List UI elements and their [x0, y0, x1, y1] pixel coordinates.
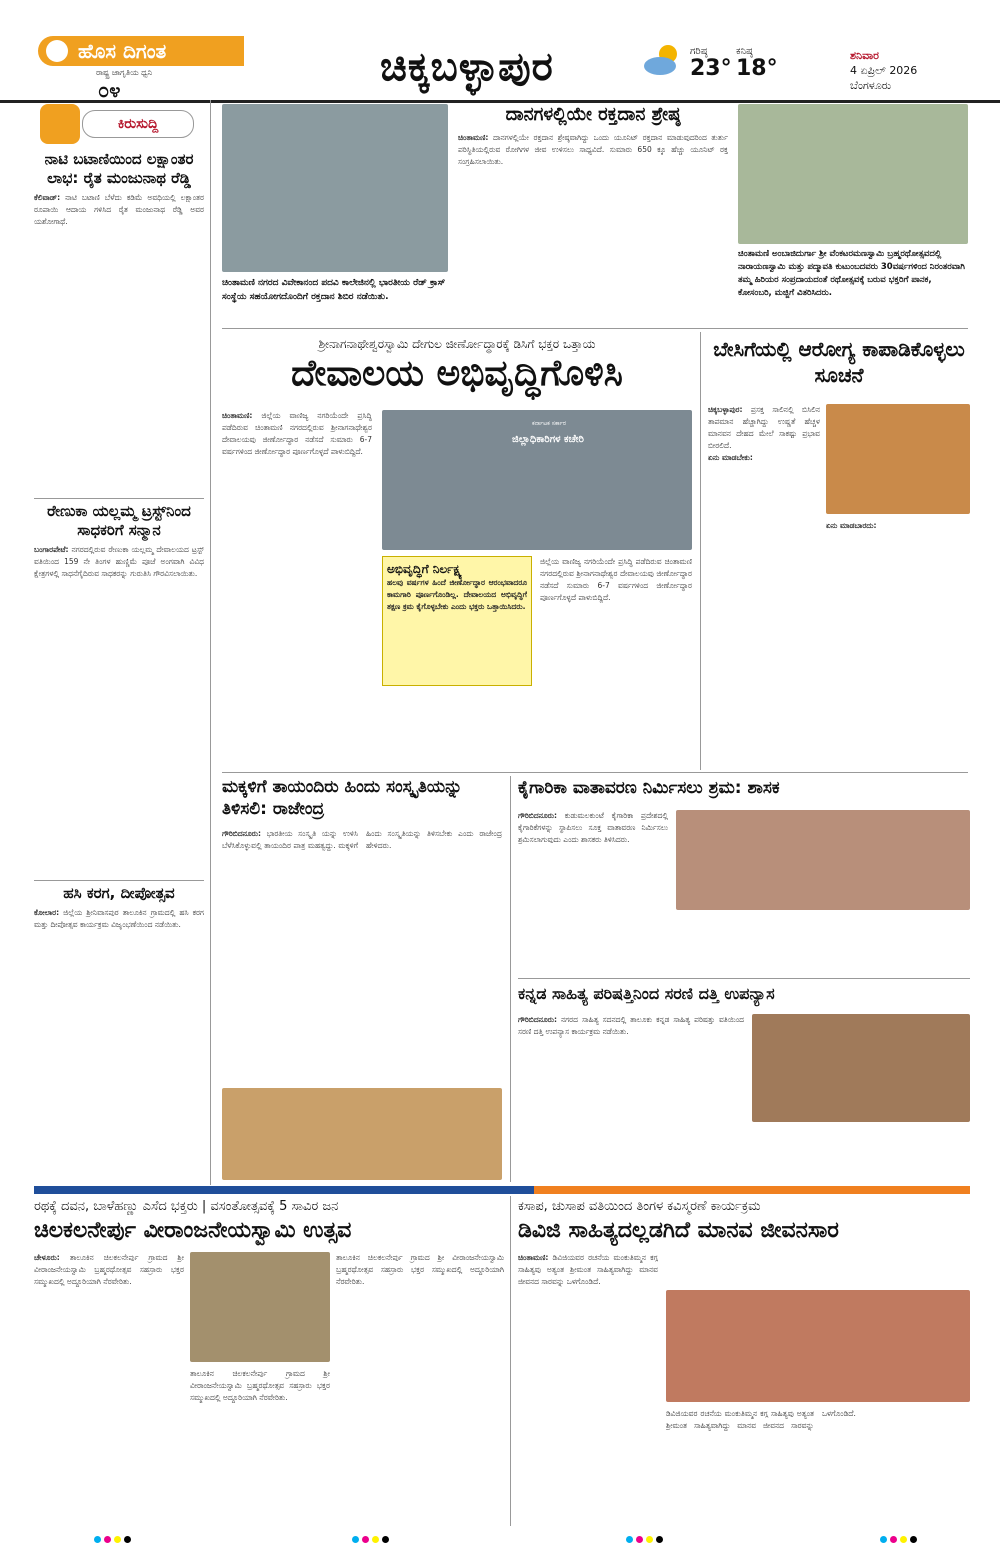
brand-emblem-icon	[46, 40, 68, 62]
chilakalanerpu-story[interactable]	[34, 1198, 504, 1246]
lecture-photo	[752, 1014, 970, 1122]
culture-story-body: ಗೌರಿಬಿದನೂರು: ಭಾರತೀಯ ಸಂಸ್ಕೃತಿ ಯನ್ನು ಉಳಿಸಿ ಬೆಳೆಸಿಕೊಳ್ಳುವಲ್ಲಿ ತಾಯಂದಿರ ಪಾತ್ರ ಮಹತ್ವದ್ದು. ಮಕ್ಕಳಿಗೆ ಹಿಂದು ಸಂಸ್ಕೃತಿಯನ್ನು ತಿಳಿಸಬೇಕು ಎಂದು ರಾಜೇಂದ್ರ ಹೇಳಿದರು.	[222, 829, 502, 850]
industry-ribbon-photo	[676, 810, 970, 910]
registration-marks	[94, 1528, 134, 1547]
industry-story-body: ಗೌರಿಬಿದನೂರು: ಕುಡುಮಲಕುಂಟೆ ಕೈಗಾರಿಕಾ ಪ್ರದೇಶದಲ್ಲಿ ಕೈಗಾರಿಕೆಗಳನ್ನು ಸ್ಥಾಪಿಸಲು ಸೂಕ್ತ ವಾತಾವರಣ ನಿರ್ಮಿಸಲು ಶ್ರಮಿಸಲಾಗುವುದು ಎಂದು ಶಾಸಕರು ತಿಳಿಸಿದರು.	[518, 811, 668, 844]
temple-story-title: ದೇವಾಲಯ ಅಭಿವೃದ್ಧಿಗೊಳಿಸಿ	[291, 353, 623, 394]
temple-meeting-photo	[382, 410, 692, 550]
temp-max: 23°	[690, 56, 732, 81]
blood-donation-photo	[222, 104, 448, 272]
sidebar-item[interactable]	[34, 502, 204, 844]
blood-story[interactable]	[458, 104, 728, 322]
brand-name: ಹೊಸ ದಿಗಂತ	[38, 36, 244, 66]
divider	[222, 772, 968, 773]
kasapa-lecture-body: ಗೌರಿಬಿದನೂರು: ನಗರದ ಸಾಹಿತ್ಯ ಸದನದಲ್ಲಿ ತಾಲೂಕು ಕನ್ನಡ ಸಾಹಿತ್ಯ ಪರಿಷತ್ತು ವತಿಯಿಂದ ಸರಣಿ ದತ್ತಿ ಉಪನ್ಯಾಸ ಕಾರ್ಯಕ್ರಮ ನಡೆಯಿತು.	[518, 1015, 744, 1036]
chilakalanerpu-title: ಚಿಲಕಲನೇರ್ಪು ವೀರಾಂಜನೇಯಸ್ವಾಮಿ ಉತ್ಸವ	[34, 1218, 352, 1243]
date-label: 4 ಏಪ್ರಿಲ್ 2026	[850, 64, 918, 77]
health-story-body: ಚಿಕ್ಕಬಳ್ಳಾಪುರ: ಪ್ರಸಕ್ತ ಸಾಲಿನಲ್ಲಿ ಬಿಸಿಲಿನ ತಾಪಮಾನ ಹೆಚ್ಚಾಗಿದ್ದು ಉಷ್ಣತೆ ಹೆಚ್ಚಳ ಮಾನವನ ದೇಹದ ಮೇಲೆ ಸಾಕಷ್ಟು ಪ್ರಭಾವ ಬೀರಲಿದೆ. ಏನು ಮಾಡಬೇಕು:	[708, 405, 820, 462]
industry-story[interactable]	[518, 776, 970, 800]
chilakalanerpu-body-cont2: ತಾಲೂಕಿನ ಚಿಲಕಲನೇರ್ಪು ಗ್ರಾಮದ ಶ್ರೀ ವೀರಾಂಜನೇಯಸ್ವಾಮಿ ಬ್ರಹ್ಮರಥೋತ್ಸವ ಸಹಸ್ರಾರು ಭಕ್ತರ ಸಮ್ಮುಖದಲ್ಲಿ ಅದ್ದೂರಿಯಾಗಿ ನೆರವೇರಿತು.	[336, 1253, 504, 1286]
kiru-suddi-hand-icon	[40, 104, 80, 144]
temple-story-kicker: ಶ್ರೀನಾಗನಾಥೇಶ್ವರಸ್ವಾಮಿ ದೇಗುಲ ಜೀರ್ಣೋದ್ಧಾರಕ್ಕೆ ಡಿಸಿಗೆ ಭಕ್ತರ ಒತ್ತಾಯ	[318, 337, 596, 351]
brand-tagline: ರಾಷ್ಟ್ರ ಜಾಗೃತಿಯ ಧ್ವನಿ	[96, 68, 153, 77]
photo-banner: ಜಿಲ್ಲಾಧಿಕಾರಿಗಳ ಕಚೇರಿ	[512, 434, 584, 445]
culture-story[interactable]	[222, 776, 502, 820]
city-title: ಚಿಕ್ಕಬಳ್ಳಾಪುರ	[380, 44, 554, 90]
temple-story[interactable]	[222, 336, 692, 396]
chilakalanerpu-kicker: ರಥಕ್ಕೆ ದವನ, ಬಾಳೆಹಣ್ಣು ಎಸೆದ ಭಕ್ತರು | ವಸಂತೋತ್ಸವಕ್ಕೆ 5 ಸಾವಿರ ಜನ	[34, 1199, 339, 1214]
kiru-suddi-label: ಕಿರುಸುದ್ದಿ	[82, 110, 194, 138]
photo-banner-sub: ಕರ್ನಾಟಕ ಸರ್ಕಾರ	[532, 420, 567, 427]
temple-story-body: ಚಿಂತಾಮಣಿ: ಜಿಲ್ಲೆಯ ವಾಣಿಜ್ಯ ನಗರಿಯೆಂದೇ ಪ್ರಸಿದ್ಧಿ ಪಡೆದಿರುವ ಚಿಂತಾಮಣಿ ನಗರದಲ್ಲಿರುವ ಶ್ರೀನಾಗನಾಥೇಶ್ವರ ದೇವಾಲಯವು ಜೀರ್ಣೋದ್ಧಾರ ನಡೆಸದೆ ಸುಮಾರು 6-7 ವರ್ಷಗಳಿಂದ ಜೀರ್ಣೋದ್ಧಾರ ಪೂರ್ಣಗೊಳ್ಳದೆ ಪಾಳುಬಿದ್ದಿದೆ.	[222, 411, 372, 456]
chilakalanerpu-body: ಚೇಳೂರು: ತಾಲೂಕಿನ ಚಿಲಕಲನೇರ್ಪು ಗ್ರಾಮದ ಶ್ರೀ ವೀರಾಂಜನೇಯಸ್ವಾಮಿ ಬ್ರಹ್ಮರಥೋತ್ಸವ ಸಹಸ್ರಾರು ಭಕ್ತರ ಸಮ್ಮುಖದಲ್ಲಿ ಅದ್ದೂರಿಯಾಗಿ ನೆರವೇರಿತು.	[34, 1253, 184, 1286]
masthead	[0, 0, 1000, 103]
dvg-title: ಡಿವಿಜಿ ಸಾಹಿತ್ಯದಲ್ಲಡಗಿದೆ ಮಾನವ ಜೀವನಸಾರ	[518, 1218, 839, 1243]
brand-logo-block[interactable]	[38, 36, 244, 102]
dvg-body-cont: ಡಿವಿಜಿಯವರ ರಚನೆಯ ಮಂಕುತಿಮ್ಮನ ಕಗ್ಗ ಸಾಹಿತ್ಯವು ಅತ್ಯಂತ ಶ್ರೀಮಂತ ಸಾಹಿತ್ಯವಾಗಿದ್ದು ಮಾನವ ಜೀವನದ ಸಾರವನ್ನು ಒಳಗೊಂಡಿದೆ.	[666, 1409, 856, 1430]
kasapa-lecture-title: ಕನ್ನಡ ಸಾಹಿತ್ಯ ಪರಿಷತ್ತಿನಿಂದ ಸರಣಿ ದತ್ತಿ ಉಪನ್ಯಾಸ	[518, 984, 775, 1003]
chariot-photo	[190, 1252, 330, 1362]
culture-event-photo	[222, 1088, 502, 1180]
section-strip-blue	[34, 1186, 534, 1194]
temple-story-body-cont: ಜಿಲ್ಲೆಯ ವಾಣಿಜ್ಯ ನಗರಿಯೆಂದೇ ಪ್ರಸಿದ್ಧಿ ಪಡೆದಿರುವ ಚಿಂತಾಮಣಿ ನಗರದಲ್ಲಿರುವ ಶ್ರೀನಾಗನಾಥೇಶ್ವರ ದೇವಾಲಯವು ಜೀರ್ಣೋದ್ಧಾರ ನಡೆಸದೆ ಸುಮಾರು 6-7 ವರ್ಷಗಳಿಂದ ಜೀರ್ಣೋದ್ಧಾರ ಪೂರ್ಣಗೊಳ್ಳದೆ ಪಾಳುಬಿದ್ದಿದೆ.	[540, 557, 692, 602]
blood-story-title: ದಾನಗಳಲ್ಲಿಯೇ ರಕ್ತದಾನ ಶ್ರೇಷ್ಠ	[505, 104, 681, 125]
kasapa-lecture-story[interactable]	[518, 982, 970, 1006]
registration-marks	[626, 1528, 666, 1547]
divider	[222, 328, 968, 329]
column-rule	[510, 776, 511, 1182]
registration-marks	[352, 1528, 392, 1547]
sidebar-item-body: ಕೆಲಿವಾಡ್: ನಾಟಿ ಬಟಾಣಿ ಬೆಳೆದು ಕಡಿಮೆ ಅವಧಿಯಲ್ಲಿ ಲಕ್ಷಾಂತರ ರೂಪಾಯಿ ಆದಾಯ ಗಳಿಸಿದ ರೈತ ಮಂಜುನಾಥ ರೆಡ್ಡಿ ಅವರ ಯಶೋಗಾಥೆ.	[34, 193, 204, 226]
dvg-kicker: ಕಸಾಪ, ಚುಸಾಪ ವತಿಯಿಂದ ತಿಂಗಳ ಕವಿಸ್ಮರಣೆ ಕಾರ್ಯಕ್ರಮ	[518, 1199, 761, 1214]
temp-min: 18°	[736, 56, 778, 81]
blood-donation-caption: ಚಿಂತಾಮಣಿ ನಗರದ ವಿವೇಕಾನಂದ ಪದವಿ ಕಾಲೇಜಿನಲ್ಲಿ ಭಾರತೀಯ ರೆಡ್ ಕ್ರಾಸ್ ಸಂಸ್ಥೆಯ ಸಹಯೋಗದೊಂದಿಗೆ ರಕ್ತದಾನ ಶಿಬಿರ ನಡೆಯಿತು.	[222, 278, 446, 302]
temp-min-label: ಕನಿಷ್ಠ	[736, 46, 753, 57]
sidebar-item-title: ನಾಟಿ ಬಟಾಣಿಯಿಂದ ಲಕ್ಷಾಂತರ ಲಾಭ: ರೈತ ಮಂಜುನಾಥ ರೆಡ್ಡಿ	[44, 150, 194, 187]
dvg-body: ಚಿಂತಾಮಣಿ: ಡಿವಿಜಿಯವರ ರಚನೆಯ ಮಂಕುತಿಮ್ಮನ ಕಗ್ಗ ಸಾಹಿತ್ಯವು ಅತ್ಯಂತ ಶ್ರೀಮಂತ ಸಾಹಿತ್ಯವಾಗಿದ್ದು ಮಾನವ ಜೀವನದ ಸಾರವನ್ನು ಒಳಗೊಂಡಿದೆ.	[518, 1253, 658, 1286]
divider	[518, 978, 970, 979]
dvg-event-photo	[666, 1290, 970, 1402]
place-label: ಬೆಂಗಳೂರು	[850, 79, 892, 92]
sidebar-item[interactable]	[34, 150, 204, 442]
health-story-body-cont: ಏನು ಮಾಡಬಾರದು:	[826, 521, 877, 530]
date-block	[850, 48, 917, 93]
divider	[34, 498, 204, 499]
partly-cloudy-icon	[640, 40, 688, 80]
sidebar-item-body: ಬಂಗಾರಪೇಟೆ: ನಗರದಲ್ಲಿರುವ ರೇಣುಕಾ ಯಲ್ಲಮ್ಮ ದೇವಾಲಯದ ಟ್ರಸ್ಟ್ ವತಿಯಿಂದ 159 ನೇ ತಿಂಗಳ ಹುಣ್ಣಿಮೆ ಪೂಜೆ ಅಂಗವಾಗಿ ವಿವಿಧ ಕ್ಷೇತ್ರಗಳಲ್ಲಿ ಸಾಧನೆಗೈದಿರುವ ಸಾಧಕರನ್ನು ಗುರುತಿಸಿ ಗೌರವಿಸಲಾಯಿತು.	[34, 545, 204, 578]
sidebar-item-title: ಹಸಿ ಕರಗ, ದೀಪೋತ್ಸವ	[63, 884, 175, 902]
blood-story-body: ಚಿಂತಾಮಣಿ: ದಾನಗಳಲ್ಲಿಯೇ ರಕ್ತದಾನ ಶ್ರೇಷ್ಠವಾಗಿದ್ದು ಒಂದು ಯೂನಿಟ್ ರಕ್ತದಾನ ಮಾಡುವುದರಿಂದ ತುರ್ತು ಪರಿಸ್ಥಿತಿಯಲ್ಲಿರುವ ರೋಗಿಗಳ ಜೀವ ಉಳಿಸಲು ಸಾಧ್ಯವಿದೆ. ಸುಮಾರು 650 ಕ್ಕೂ ಹೆಚ್ಚು ಯೂನಿಟ್ ರಕ್ತ ಸಂಗ್ರಹಿಸಲಾಯಿತು.	[458, 133, 728, 166]
rathotsava-photo	[738, 104, 968, 244]
culture-story-title: ಮಕ್ಕಳಿಗೆ ತಾಯಂದಿರು ಹಿಂದು ಸಂಸ್ಕೃತಿಯನ್ನು ತಿಳಿಸಲಿ: ರಾಜೇಂದ್ರ	[222, 777, 463, 819]
column-rule	[210, 100, 211, 1185]
temp-max-label: ಗರಿಷ್ಠ	[690, 46, 708, 57]
temple-box	[382, 556, 532, 686]
temple-box-body: ಹಲವು ವರ್ಷಗಳ ಹಿಂದೆ ಜೀರ್ಣೋದ್ಧಾರ ಆರಂಭವಾದರೂ ಕಾಮಗಾರಿ ಪೂರ್ಣಗೊಂಡಿಲ್ಲ. ದೇವಾಲಯದ ಅಭಿವೃದ್ಧಿಗೆ ತಕ್ಷಣ ಕ್ರಮ ಕೈಗೊಳ್ಳಬೇಕು ಎಂದು ಭಕ್ತರು ಒತ್ತಾಯಿಸಿದರು.	[387, 578, 527, 611]
day-label: ಶನಿವಾರ	[850, 49, 879, 62]
dvg-story[interactable]	[518, 1198, 970, 1246]
sidebar-item[interactable]	[34, 884, 204, 1187]
sidebar-item-title: ರೇಣುಕಾ ಯಲ್ಲಮ್ಮ ಟ್ರಸ್ಟ್‌ನಿಂದ ಸಾಧಕರಿಗೆ ಸನ್ಮಾನ	[47, 502, 191, 539]
column-rule	[700, 332, 701, 770]
section-strip-orange	[534, 1186, 970, 1194]
temple-box-title: ಅಭಿವೃದ್ಧಿಗೆ ನಿರ್ಲಕ್ಷ್ಯ	[387, 562, 463, 576]
divider	[34, 880, 204, 881]
health-story-title: ಬೇಸಿಗೆಯಲ್ಲಿ ಆರೋಗ್ಯ ಕಾಪಾಡಿಕೊಳ್ಳಲು ಸೂಚನೆ	[713, 337, 965, 387]
health-story[interactable]	[708, 336, 970, 388]
chilakalanerpu-body-cont: ತಾಲೂಕಿನ ಚಿಲಕಲನೇರ್ಪು ಗ್ರಾಮದ ಶ್ರೀ ವೀರಾಂಜನೇಯಸ್ವಾಮಿ ಬ್ರಹ್ಮರಥೋತ್ಸವ ಸಹಸ್ರಾರು ಭಕ್ತರ ಸಮ್ಮುಖದಲ್ಲಿ ಅದ್ದೂರಿಯಾಗಿ ನೆರವೇರಿತು.	[190, 1369, 330, 1402]
industry-story-title: ಕೈಗಾರಿಕಾ ವಾತಾವರಣ ನಿರ್ಮಿಸಲು ಶ್ರಮ: ಶಾಸಕ	[518, 778, 780, 798]
heat-photo	[826, 404, 970, 514]
rathotsava-caption: ಚಿಂತಾಮಣಿ ಅಂಬಾಜಿದುರ್ಗಾ ಶ್ರೀ ವೆಂಕಟರಮಣಸ್ವಾಮಿ ಬ್ರಹ್ಮರಥೋತ್ಸವದಲ್ಲಿ ನಾರಾಯಣಸ್ವಾಮಿ ಮತ್ತು ಪದ್ಮಾವತಿ ಕುಟುಂಬದವರು 30ವರ್ಷಗಳಿಂದ ನಿರಂತರವಾಗಿ ತಮ್ಮ ಹಿರಿಯರ ಸಂಪ್ರದಾಯದಂತೆ ರಥೋತ್ಸವಕ್ಕೆ ಬರುವ ಭಕ್ತರಿಗೆ ಪಾನಕ, ಕೋಸಂಬರಿ, ಮಜ್ಜಿಗೆ ವಿತರಿಸಿದರು.	[738, 249, 965, 298]
registration-marks	[880, 1528, 920, 1547]
sidebar-item-body: ಕೋಲಾರ: ಜಿಲ್ಲೆಯ ಶ್ರೀನಿವಾಸಪುರ ತಾಲೂಕಿನ ಗ್ರಾಮದಲ್ಲಿ ಹಸಿ ಕರಗ ಮತ್ತು ದೀಪೋತ್ಸವ ಕಾರ್ಯಕ್ರಮ ವಿಜೃಂಭಣೆಯಿಂದ ನಡೆಯಿತು.	[34, 908, 204, 929]
column-rule	[510, 1196, 511, 1526]
page-number: ೦೪	[98, 78, 121, 102]
